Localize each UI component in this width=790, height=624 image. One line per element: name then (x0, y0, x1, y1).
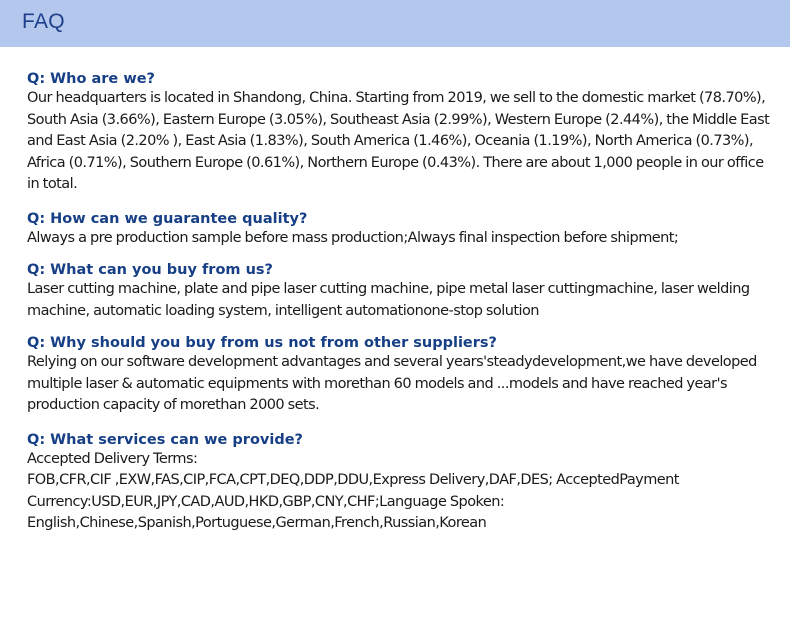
faq-answer: Laser cutting machine, plate and pipe laser cutting machine, pipe metal laser cuttingmachine, laser welding machine, automatic loading system, intelligent automationone-stop solution (27, 281, 750, 319)
faq-answer: Always a pre production sample before mass production;Always final inspection before shipment; (27, 229, 679, 246)
faq-question: Q: What can you buy from us? (27, 262, 273, 278)
faq-question: Q: Why should you buy from us not from other suppliers? (27, 335, 497, 351)
faq-item-why-us (27, 334, 772, 417)
faq-answer-line: English,Chinese,Spanish,Portuguese,German,French,Russian,Korean (27, 515, 487, 531)
faq-item-services (27, 431, 772, 535)
faq-answer-line: Currency:USD,EUR,JPY,CAD,AUD,HKD,GBP,CNY,CHF;Language Spoken: (27, 493, 505, 510)
faq-answer: Our headquarters is located in Shandong, China. Starting from 2019, we sell to the domestic market (78.70%), South Asia (3.66%), Eastern Europe (3.05%), Southeast Asia (2.99%), Western Europe (2.44%), the Middle East and East Asia (2.20% ), East Asia (1.83%), South America (1.46%), Oceania (1.19%), North America (0.73%), Africa (0.71%), Southern Europe (0.61%), Northern Europe (0.43%). There are about 1,000 people in our office in total. (27, 90, 770, 192)
faq-item-what-to-buy (27, 261, 772, 322)
faq-item-quality (27, 210, 772, 250)
faq-list (27, 70, 772, 535)
faq-answer: Relying on our software development advantages and several years'steadydevelopment,we have developed multiple laser & automatic equipments with morethan 60 models and ...models and have reached year's production capacity of morethan 2000 sets. (27, 354, 757, 413)
faq-question: Q: How can we guarantee quality? (27, 210, 308, 227)
faq-answer-line: FOB,CFR,CIF ,EXW,FAS,CIP,FCA,CPT,DEQ,DDP,DDU,Express Delivery,DAF,DES; AcceptedPayment (27, 472, 679, 488)
page-title: FAQ (22, 10, 65, 33)
faq-question: Q: Who are we? (27, 71, 155, 87)
faq-question: Q: What services can we provide? (27, 431, 303, 448)
faq-header (0, 0, 790, 47)
faq-answer-line: Accepted Delivery Terms: (27, 450, 198, 467)
faq-item-who-are-we (27, 70, 772, 196)
